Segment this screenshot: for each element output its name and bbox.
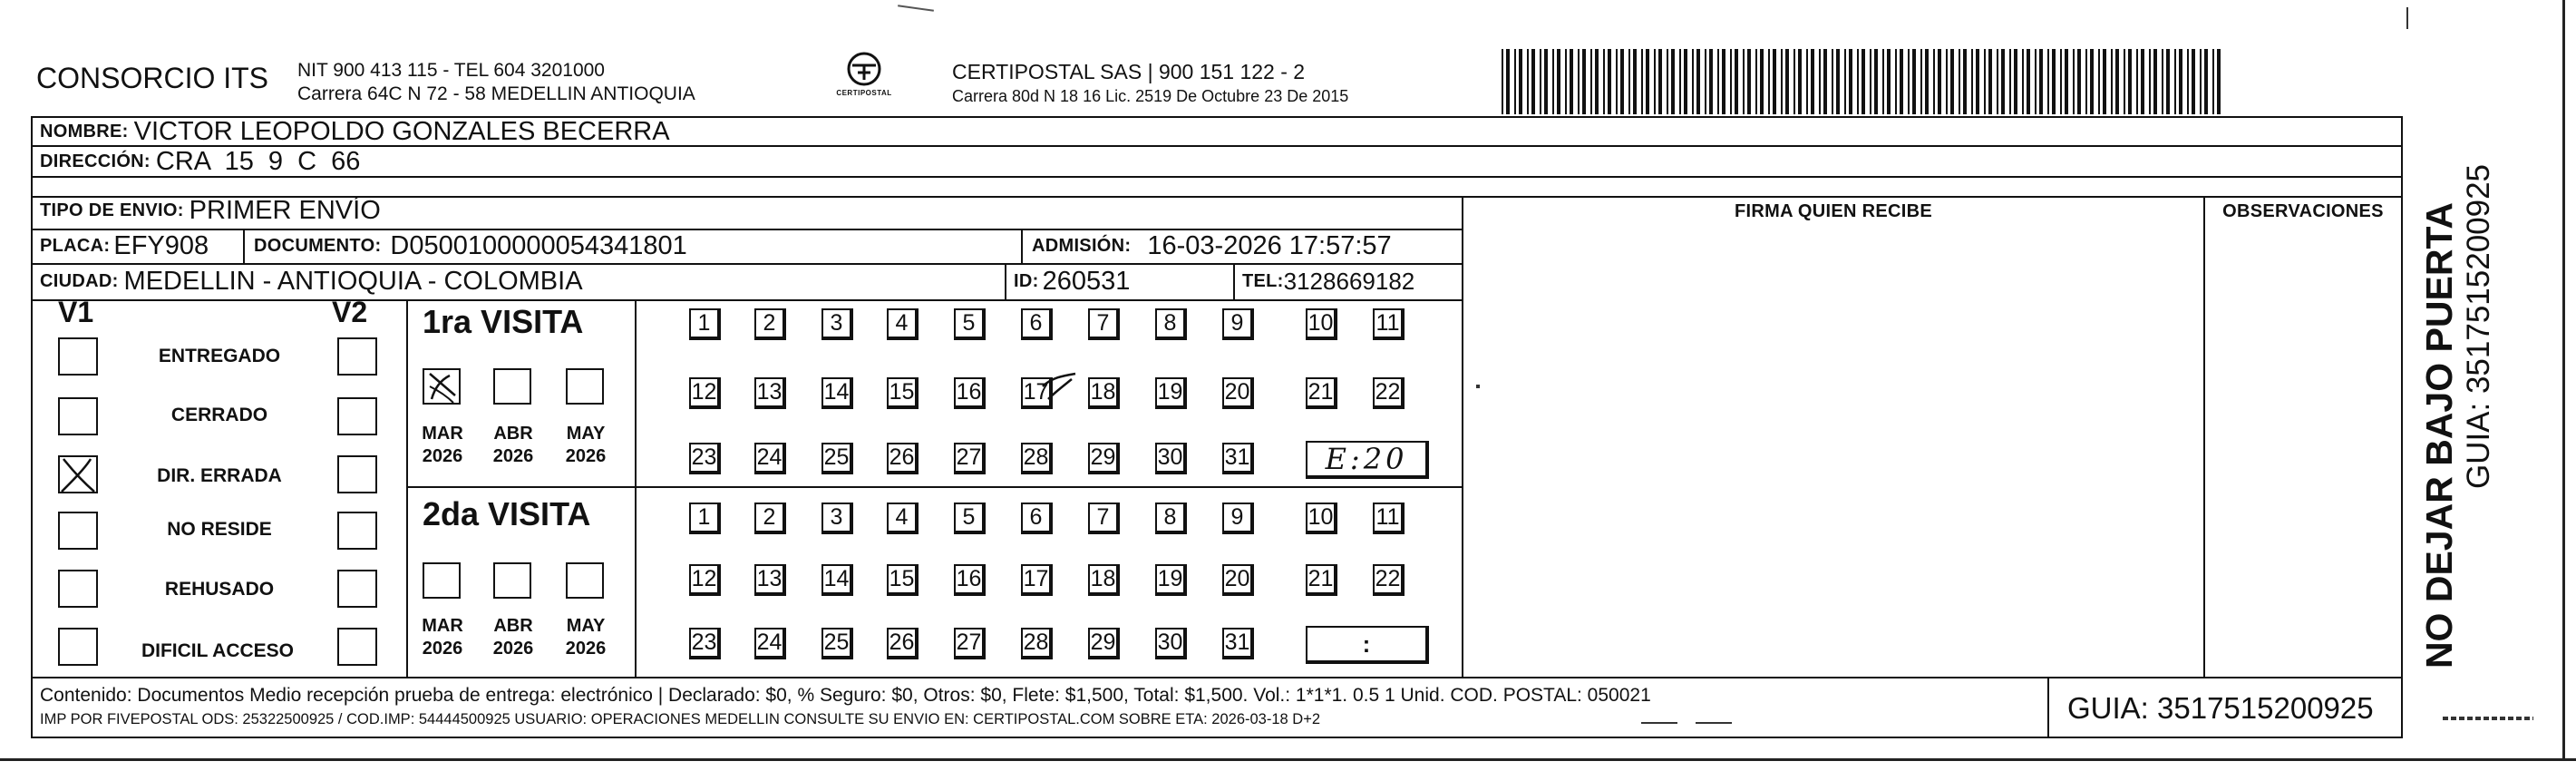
visit-2-day-box[interactable]: 17 — [1021, 564, 1053, 596]
visit-1-month-box-may[interactable] — [566, 368, 604, 405]
row-placa — [40, 229, 209, 263]
handwritten-x-icon — [423, 368, 461, 405]
visit-2-title: 2da VISITA — [423, 495, 591, 532]
visit-1-day-box[interactable]: 15 — [887, 377, 919, 409]
documento-label: DOCUMENTO: — [254, 235, 382, 256]
visit-2-day-box[interactable]: 7 — [1088, 503, 1120, 534]
visit-2-day-box[interactable]: 13 — [754, 564, 786, 596]
v2-checkbox-no-reside[interactable] — [337, 512, 377, 550]
cross-mark-icon — [58, 455, 98, 493]
row-ciudad — [40, 263, 583, 299]
side-warning: NO DEJAR BAJO PUERTA — [2418, 201, 2460, 669]
nombre-value: VICTOR LEOPOLDO GONZALES BECERRA — [133, 116, 670, 146]
status-label-no-reside: NO RESIDE — [167, 519, 272, 540]
tipo-label: TIPO DE ENVIO: — [40, 200, 184, 220]
company-address: Carrera 64C N 72 - 58 MEDELLIN ANTIOQUIA — [297, 83, 695, 104]
page-edge-line — [0, 758, 2576, 761]
admision-value: 16-03-2026 17:57:57 — [1147, 230, 1392, 260]
visit-1-day-box[interactable]: 5 — [954, 308, 986, 340]
visit-2-day-box[interactable]: 25 — [821, 628, 853, 659]
visit-2-month-box-mar[interactable] — [423, 562, 461, 599]
visit-2-day-box[interactable]: 3 — [821, 503, 853, 534]
visit-1-month-box-abr[interactable] — [493, 368, 531, 405]
side-guia: GUIA: 3517515200925 — [2461, 163, 2496, 490]
month-year: 2026 — [565, 639, 607, 659]
visit-2-month-box-may[interactable] — [566, 562, 604, 599]
visit-1-day-box[interactable]: 27 — [954, 443, 986, 474]
visit-1-day-box[interactable]: 1 — [689, 308, 721, 340]
footer-dash — [1641, 722, 1677, 724]
visit-2-day-box[interactable]: 24 — [754, 628, 786, 659]
ciudad-label: CIUDAD: — [40, 270, 119, 291]
visit-2-day-box[interactable]: 2 — [754, 503, 786, 534]
certipostal-logo — [832, 51, 896, 105]
visit-1-month-mar — [413, 423, 471, 468]
visit-2-day-box[interactable]: 8 — [1155, 503, 1187, 534]
visit-1-day-box[interactable]: 18 — [1088, 377, 1120, 409]
footer-guia: GUIA: 3517515200925 — [2067, 691, 2374, 725]
id-label: ID: — [1014, 270, 1039, 291]
documento-value: D0500100000054341801 — [390, 230, 687, 260]
visit-2-day-box[interactable]: 22 — [1373, 564, 1405, 596]
v1-checkbox-dir-errada[interactable] — [58, 455, 98, 493]
visit-1-day-box[interactable]: 17 — [1021, 377, 1053, 409]
observaciones-area[interactable] — [2205, 229, 2401, 677]
status-label-dir-errada: DIR. ERRADA — [157, 465, 282, 486]
visit-1-day-box[interactable]: 24 — [754, 443, 786, 474]
visit-1-day-box[interactable]: 9 — [1222, 308, 1254, 340]
month-year: 2026 — [422, 639, 463, 659]
visit-1-day-box[interactable]: 21 — [1306, 377, 1337, 409]
barcode — [1502, 49, 2227, 114]
certipostal-license: Carrera 80d N 18 16 Lic. 2519 De Octubre 23 De 2015 — [952, 87, 1349, 105]
v2-checkbox-dificil-acceso[interactable] — [337, 628, 377, 666]
direccion-value: CRA 15 9 C 66 — [155, 146, 361, 176]
visit-1-day-box[interactable]: 28 — [1021, 443, 1053, 474]
handwritten-strike-icon — [1039, 370, 1079, 406]
v2-checkbox-rehusado[interactable] — [337, 570, 377, 608]
visit-2-day-box[interactable]: 26 — [887, 628, 919, 659]
visit-1-month-abr — [484, 423, 542, 468]
v2-checkbox-dir-errada[interactable] — [337, 455, 377, 493]
firma-area[interactable] — [1463, 229, 2203, 677]
visit-1-time-note: E:20 — [1325, 442, 1408, 476]
direccion-label: DIRECCIÓN: — [40, 151, 151, 171]
visit-1-month-may — [557, 423, 615, 468]
visit-1-day-box[interactable]: 4 — [887, 308, 919, 340]
placa-label: PLACA: — [40, 235, 111, 256]
visit-1-day-box[interactable]: 6 — [1021, 308, 1053, 340]
footer-contenido: Contenido: Documentos Medio recepción prueba de entrega: electrónico | Declarado: $0, % Seguro: $0, Otros: $0, Flete: $1,500, Total: $1,500. Vol.: 1*1*1. 0.5 1 Unid. COD. POSTAL: 050021 — [40, 685, 1651, 706]
month-name: ABR — [493, 616, 533, 636]
visit-2-month-mar — [413, 615, 471, 660]
visit-2-day-box[interactable]: 18 — [1088, 564, 1120, 596]
visit-2-day-box[interactable]: 12 — [689, 564, 721, 596]
visit-2-day-box[interactable]: 28 — [1021, 628, 1053, 659]
visit-2-day-box[interactable]: 5 — [954, 503, 986, 534]
row-tipo — [40, 193, 381, 228]
admision-label: ADMISIÓN: — [1032, 235, 1132, 256]
visit-2-day-box[interactable]: 15 — [887, 564, 919, 596]
visit-2-day-box[interactable]: 31 — [1222, 628, 1254, 659]
visit-1-day-box[interactable]: 3 — [821, 308, 853, 340]
visit-1-day-box[interactable]: 31 — [1222, 443, 1254, 474]
company-nit: NIT 900 413 115 - TEL 604 3201000 — [297, 60, 605, 81]
v1-checkbox-cerrado[interactable] — [58, 397, 98, 435]
visit-1-day-box[interactable]: 30 — [1155, 443, 1187, 474]
firma-header: FIRMA QUIEN RECIBE — [1735, 201, 1932, 221]
visit-1-day-box[interactable]: 2 — [754, 308, 786, 340]
visit-2-day-box[interactable]: 10 — [1306, 503, 1337, 534]
visit-2-month-abr — [484, 615, 542, 660]
nombre-label: NOMBRE: — [40, 121, 129, 142]
visit-2-day-box[interactable]: 27 — [954, 628, 986, 659]
visit-2-month-box-abr[interactable] — [493, 562, 531, 599]
certipostal-line: CERTIPOSTAL SAS | 900 151 122 - 2 — [952, 60, 1306, 83]
visit-2-day-box[interactable]: 6 — [1021, 503, 1053, 534]
visit-1-day-box[interactable]: 7 — [1088, 308, 1120, 340]
status-label-cerrado: CERRADO — [170, 405, 268, 425]
footer-imp: IMP POR FIVEPOSTAL ODS: 25322500925 / COD.IMP: 54444500925 USUARIO: OPERACIONES MEDELLIN CONSULTE SU ENVIO EN: CERTIPOSTAL.COM SOBRE ETA: 2026-03-18 D+2 — [40, 711, 1321, 727]
placa-value: EFY908 — [113, 230, 209, 260]
row-direccion — [40, 147, 360, 176]
status-label-rehusado: REHUSADO — [164, 579, 275, 600]
month-name: MAR — [422, 424, 463, 444]
month-name: MAY — [566, 424, 606, 444]
certipostal-logo-text: CERTIPOSTAL — [836, 89, 892, 97]
visit-1-day-box[interactable]: 8 — [1155, 308, 1187, 340]
tel-label: TEL: — [1242, 270, 1284, 291]
month-year: 2026 — [492, 446, 534, 466]
v1-checkbox-no-reside[interactable] — [58, 512, 98, 550]
month-name: MAR — [422, 616, 463, 636]
company-name: CONSORCIO ITS — [36, 62, 269, 94]
visit-1-day-box[interactable]: 23 — [689, 443, 721, 474]
visit-1-title: 1ra VISITA — [423, 303, 584, 340]
visit-1-day-box[interactable]: 16 — [954, 377, 986, 409]
visit-2-time-box[interactable] — [1306, 626, 1429, 664]
visit-2-day-box[interactable]: 21 — [1306, 564, 1337, 596]
right-edge-line — [2562, 0, 2565, 758]
visit-2-day-box[interactable]: 29 — [1088, 628, 1120, 659]
status-label-dificil-acceso: DIFICIL ACCESO — [141, 640, 294, 661]
ciudad-value: MEDELLIN - ANTIOQUIA - COLOMBIA — [123, 266, 583, 296]
id-value: 260531 — [1042, 266, 1131, 296]
v2-checkbox-entregado[interactable] — [337, 337, 377, 376]
visit-1-day-box[interactable]: 11 — [1373, 308, 1405, 340]
month-name: MAY — [566, 616, 606, 636]
visit-1-day-box[interactable]: 13 — [754, 377, 786, 409]
row-id — [1014, 263, 1130, 299]
observaciones-header: OBSERVACIONES — [2222, 201, 2384, 221]
visit-1-day-box[interactable]: 12 — [689, 377, 721, 409]
stray-mark-right — [2406, 7, 2408, 29]
visit-1-time-box[interactable] — [1306, 441, 1429, 479]
visit-2-day-box[interactable]: 14 — [821, 564, 853, 596]
row-documento — [254, 229, 687, 263]
v1-label: V1 — [58, 296, 94, 328]
visit-1-day-box[interactable]: 14 — [821, 377, 853, 409]
v1-checkbox-entregado[interactable] — [58, 337, 98, 376]
tel-value: 3128669182 — [1283, 267, 1415, 295]
month-year: 2026 — [565, 446, 607, 466]
month-year: 2026 — [422, 446, 463, 466]
row-admision — [1032, 229, 1392, 263]
visit-2-time-note: : — [1362, 629, 1371, 658]
visit-2-day-box[interactable]: 16 — [954, 564, 986, 596]
visit-1-month-box-mar[interactable] — [423, 368, 461, 405]
visit-1-day-box[interactable]: 10 — [1306, 308, 1337, 340]
visit-1-day-box[interactable]: 22 — [1373, 377, 1405, 409]
stray-scribble — [2443, 717, 2533, 720]
v1-checkbox-rehusado[interactable] — [58, 570, 98, 608]
visit-2-month-may — [557, 615, 615, 660]
visit-2-day-box[interactable]: 11 — [1373, 503, 1405, 534]
v2-label: V2 — [332, 296, 368, 328]
month-name: ABR — [493, 424, 533, 444]
tipo-value: PRIMER ENVÍO — [189, 195, 381, 225]
certipostal-logo-icon — [832, 51, 896, 91]
visit-1-day-box[interactable]: 25 — [821, 443, 853, 474]
visit-2-day-box[interactable]: 23 — [689, 628, 721, 659]
v1-checkbox-dificil-acceso[interactable] — [58, 628, 98, 666]
visit-2-day-box[interactable]: 19 — [1155, 564, 1187, 596]
visit-2-day-box[interactable]: 30 — [1155, 628, 1187, 659]
stray-dot — [1476, 385, 1480, 388]
visit-2-day-box[interactable]: 9 — [1222, 503, 1254, 534]
visit-2-day-box[interactable]: 1 — [689, 503, 721, 534]
status-label-entregado: ENTREGADO — [158, 346, 281, 366]
row-nombre — [40, 118, 670, 145]
visit-1-day-box[interactable]: 26 — [887, 443, 919, 474]
row-tel — [1242, 263, 1414, 299]
v2-checkbox-cerrado[interactable] — [337, 397, 377, 435]
month-year: 2026 — [492, 639, 534, 659]
visit-2-day-box[interactable]: 4 — [887, 503, 919, 534]
visit-1-day-box[interactable]: 19 — [1155, 377, 1187, 409]
visit-2-day-box[interactable]: 20 — [1222, 564, 1254, 596]
footer-dash-2 — [1696, 722, 1732, 724]
visit-1-day-box[interactable]: 20 — [1222, 377, 1254, 409]
visit-1-day-box[interactable]: 29 — [1088, 443, 1120, 474]
